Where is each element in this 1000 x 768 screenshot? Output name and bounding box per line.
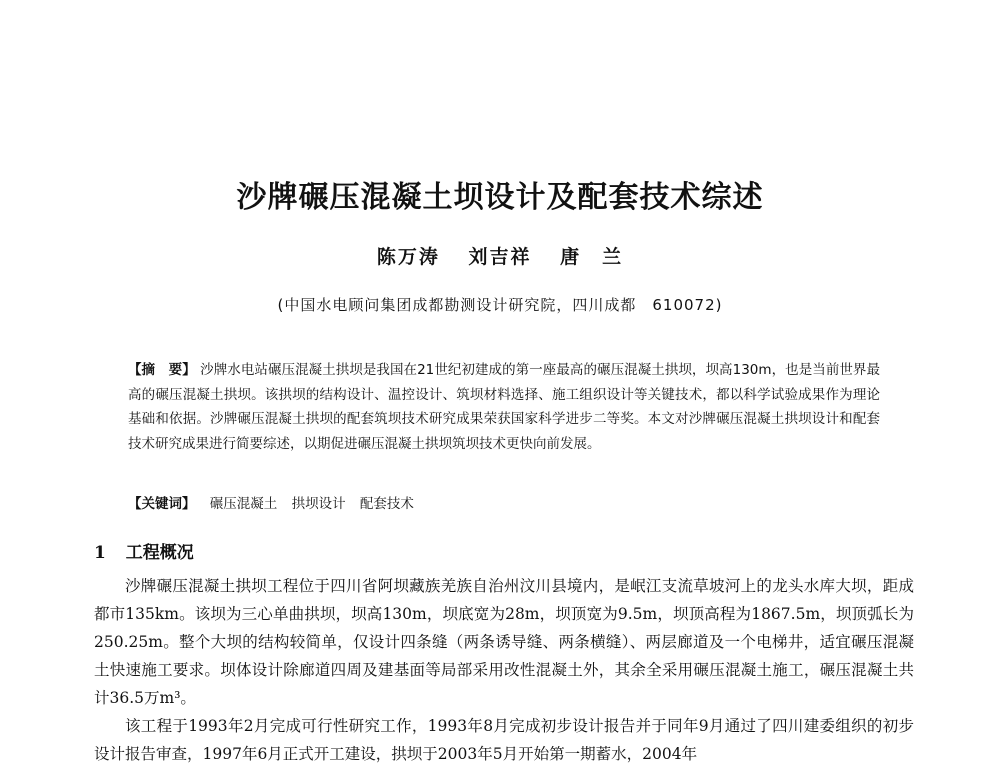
body-text	[94, 572, 914, 768]
keywords-block	[128, 493, 880, 515]
abstract-text: 沙牌水电站碾压混凝土拱坝是我国在21世纪初建成的第一座最高的碾压混凝土拱坝，坝高130m，也是当前世界最高的碾压混凝土拱坝。该拱坝的结构设计、温控设计、筑坝材料选择、施工组织设计等关键技术，都以科学试验成果作为理论基础和依据。沙牌碾压混凝土拱坝的配套筑坝技术研究成果荣获国家科学进步二等奖。本文对沙牌碾压混凝土拱坝设计和配套技术研究成果进行简要综述，以期促进碾压混凝土拱坝筑坝技术更快向前发展。	[128, 362, 880, 452]
section-number: 1	[94, 543, 106, 563]
keyword-1: 碾压混凝土	[209, 496, 278, 512]
keywords-label: 【关键词】	[128, 496, 196, 512]
section-heading	[94, 538, 194, 563]
keyword-2: 拱坝设计	[291, 496, 346, 512]
author-3: 唐 兰	[560, 246, 624, 268]
abstract-label: 【摘 要】	[128, 362, 196, 378]
author-list	[0, 242, 1000, 269]
paragraph-1: 沙牌碾压混凝土拱坝工程位于四川省阿坝藏族羌族自治州汶川县境内，是岷江支流草坡河上的龙头水库大坝，距成都市135km。该坝为三心单曲拱坝，坝高130m，坝底宽为28m，坝顶宽为9.5m，坝顶高程为1867.5m，坝顶弧长为250.25m。整个大坝的结构较简单，仅设计四条缝（两条诱导缝、两条横缝）、两层廊道及一个电梯井，适宜碾压混凝土快速施工要求。坝体设计除廊道四周及建基面等局部采用改性混凝土外，其余全采用碾压混凝土施工，碾压混凝土共计36.5万m³。	[94, 577, 914, 707]
author-2: 刘吉祥	[468, 246, 532, 268]
paper-title: 沙牌碾压混凝土坝设计及配套技术综述	[236, 180, 764, 215]
section-title: 工程概况	[125, 543, 194, 563]
paragraph-2: 该工程于1993年2月完成可行性研究工作，1993年8月完成初步设计报告并于同年9月通过了四川建委组织的初步设计报告审查，1997年6月正式开工建设，拱坝于2003年5月开始第一期蓄水，2004年	[94, 717, 914, 763]
keyword-3: 配套技术	[359, 496, 414, 512]
author-1: 陈万涛	[376, 246, 440, 268]
affiliation: (中国水电顾问集团成都勘测设计研究院，四川成都 610072)	[277, 296, 723, 314]
abstract-block	[128, 358, 880, 456]
